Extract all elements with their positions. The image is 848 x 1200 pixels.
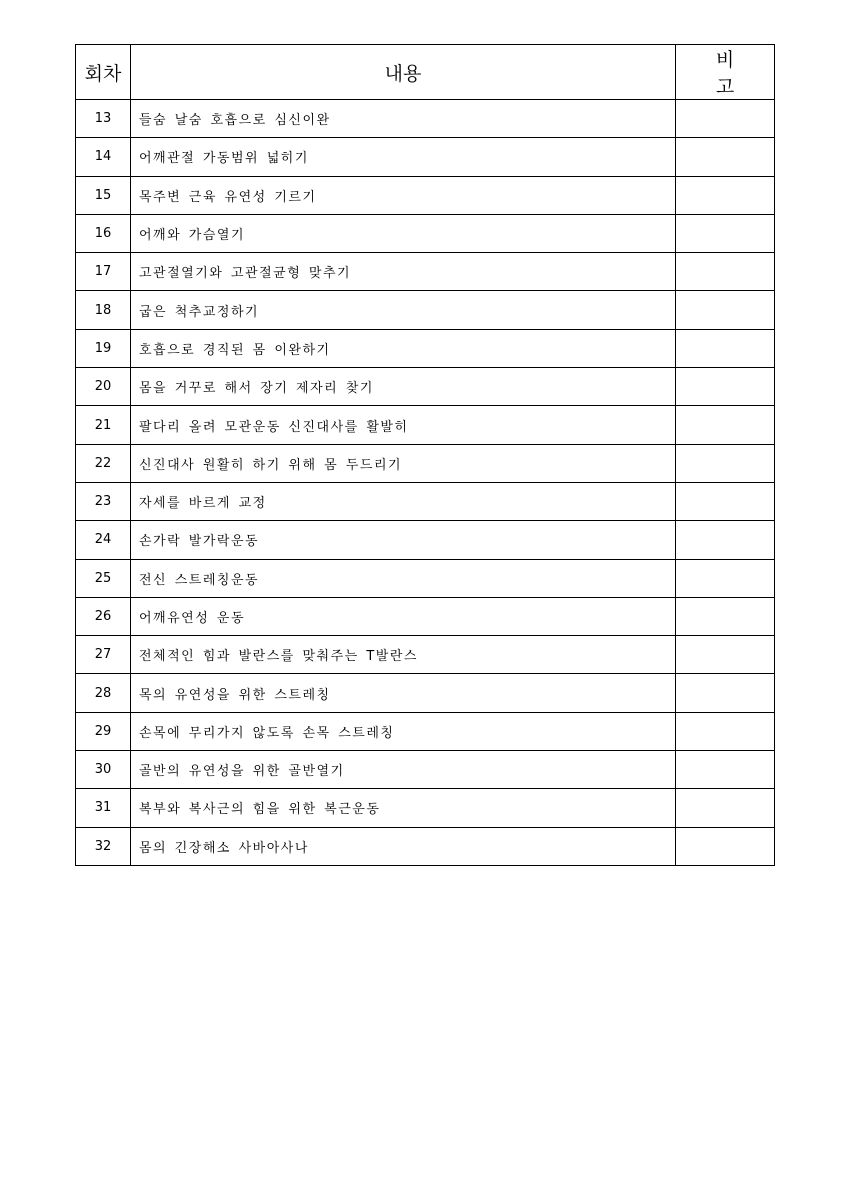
header-row — [76, 45, 775, 100]
session-content-cell: 굽은 척추교정하기 — [131, 291, 676, 329]
session-content-cell: 손가락 발가락운동 — [131, 521, 676, 559]
session-number-cell: 30 — [76, 751, 131, 789]
session-content-cell: 어깨관절 가동범위 넓히기 — [131, 138, 676, 176]
session-content-cell: 들숨 날숨 호흡으로 심신이완 — [131, 100, 676, 138]
note-cell — [676, 636, 775, 674]
table-body — [76, 100, 775, 866]
session-content-cell: 어깨와 가슴열기 — [131, 214, 676, 252]
table-header — [76, 45, 775, 100]
table-row — [76, 674, 775, 712]
session-number-cell: 26 — [76, 597, 131, 635]
table-row — [76, 100, 775, 138]
note-cell — [676, 827, 775, 865]
note-cell — [676, 751, 775, 789]
note-cell — [676, 176, 775, 214]
note-cell — [676, 329, 775, 367]
table-row — [76, 597, 775, 635]
note-cell — [676, 100, 775, 138]
header-content: 내용 — [131, 45, 676, 100]
session-content-cell: 복부와 복사근의 힘을 위한 복근운동 — [131, 789, 676, 827]
note-cell — [676, 521, 775, 559]
session-number-cell: 17 — [76, 253, 131, 291]
note-cell — [676, 214, 775, 252]
table-row — [76, 751, 775, 789]
table-row — [76, 521, 775, 559]
schedule-table — [75, 44, 775, 866]
session-number-cell: 16 — [76, 214, 131, 252]
session-number-cell: 24 — [76, 521, 131, 559]
session-content-cell: 신진대사 원활히 하기 위해 몸 두드리기 — [131, 444, 676, 482]
session-number-cell: 32 — [76, 827, 131, 865]
table-row — [76, 444, 775, 482]
session-number-cell: 31 — [76, 789, 131, 827]
session-number-cell: 23 — [76, 482, 131, 520]
session-content-cell: 목주변 근육 유연성 기르기 — [131, 176, 676, 214]
header-session: 회차 — [76, 45, 131, 100]
header-note: 비 고 — [676, 45, 775, 100]
table-row — [76, 636, 775, 674]
session-content-cell: 몸을 거꾸로 해서 장기 제자리 찾기 — [131, 368, 676, 406]
session-number-cell: 29 — [76, 712, 131, 750]
note-cell — [676, 138, 775, 176]
session-number-cell: 27 — [76, 636, 131, 674]
session-content-cell: 전신 스트레칭운동 — [131, 559, 676, 597]
session-content-cell: 고관절열기와 고관절균형 맞추기 — [131, 253, 676, 291]
table-row — [76, 176, 775, 214]
session-number-cell: 15 — [76, 176, 131, 214]
table-row — [76, 482, 775, 520]
session-content-cell: 호흡으로 경직된 몸 이완하기 — [131, 329, 676, 367]
table-row — [76, 329, 775, 367]
note-cell — [676, 712, 775, 750]
session-content-cell: 팔다리 올려 모관운동 신진대사를 활발히 — [131, 406, 676, 444]
session-number-cell: 19 — [76, 329, 131, 367]
session-content-cell: 골반의 유연성을 위한 골반열기 — [131, 751, 676, 789]
session-content-cell: 어깨유연성 운동 — [131, 597, 676, 635]
note-cell — [676, 406, 775, 444]
session-number-cell: 25 — [76, 559, 131, 597]
session-content-cell: 손목에 무리가지 않도록 손목 스트레칭 — [131, 712, 676, 750]
note-cell — [676, 444, 775, 482]
table-row — [76, 827, 775, 865]
table-row — [76, 406, 775, 444]
note-cell — [676, 674, 775, 712]
table-row — [76, 138, 775, 176]
note-cell — [676, 253, 775, 291]
note-cell — [676, 368, 775, 406]
session-number-cell: 18 — [76, 291, 131, 329]
note-cell — [676, 597, 775, 635]
session-content-cell: 몸의 긴장해소 사바아사나 — [131, 827, 676, 865]
session-number-cell: 13 — [76, 100, 131, 138]
note-cell — [676, 482, 775, 520]
session-number-cell: 22 — [76, 444, 131, 482]
table-row — [76, 368, 775, 406]
session-number-cell: 28 — [76, 674, 131, 712]
session-content-cell: 자세를 바르게 교정 — [131, 482, 676, 520]
note-cell — [676, 559, 775, 597]
table-row — [76, 253, 775, 291]
session-number-cell: 20 — [76, 368, 131, 406]
table-row — [76, 789, 775, 827]
note-cell — [676, 291, 775, 329]
session-number-cell: 14 — [76, 138, 131, 176]
note-cell — [676, 789, 775, 827]
session-content-cell: 전체적인 힘과 발란스를 맞춰주는 T발란스 — [131, 636, 676, 674]
table-row — [76, 712, 775, 750]
session-number-cell: 21 — [76, 406, 131, 444]
table-row — [76, 559, 775, 597]
session-content-cell: 목의 유연성을 위한 스트레칭 — [131, 674, 676, 712]
table-row — [76, 291, 775, 329]
table-row — [76, 214, 775, 252]
